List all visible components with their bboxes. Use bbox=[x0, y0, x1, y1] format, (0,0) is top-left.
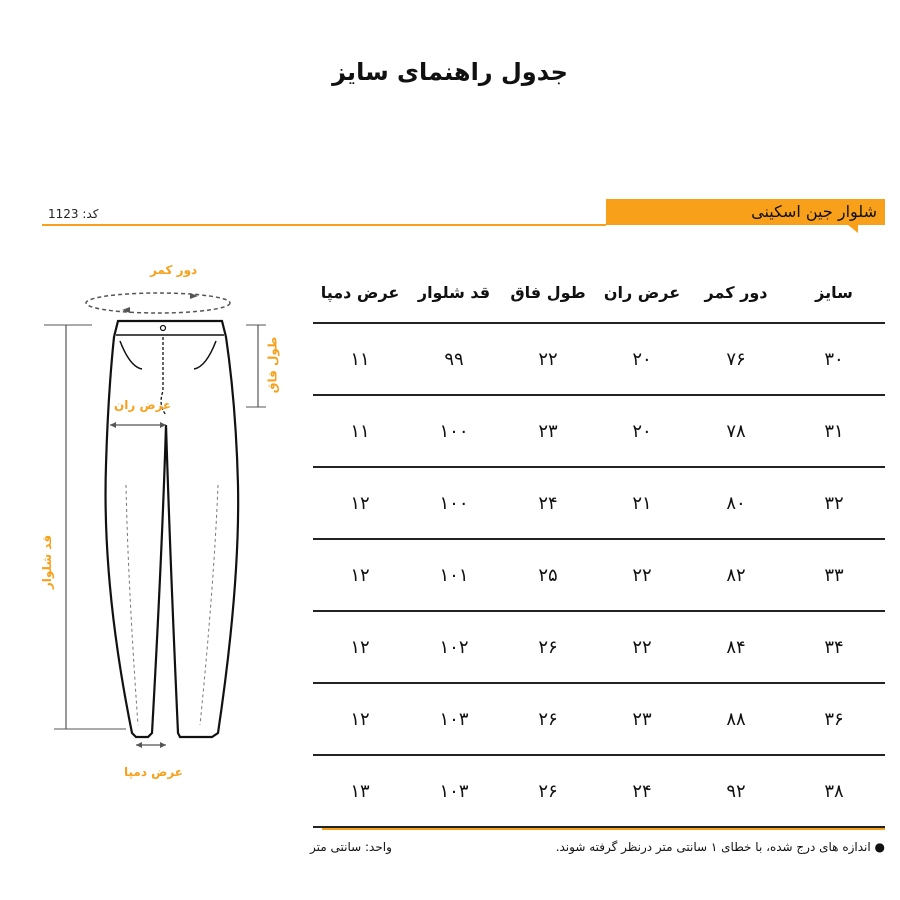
table-cell: ۲۶ bbox=[538, 708, 558, 730]
table-cell: ۳۳ bbox=[824, 564, 844, 586]
table-cell: ۲۰ bbox=[632, 348, 652, 370]
table-row bbox=[313, 468, 885, 540]
table-cell: ۷۶ bbox=[726, 348, 746, 370]
table-cell: ۸۲ bbox=[726, 564, 746, 586]
table-row bbox=[313, 396, 885, 468]
table-cell: ۹۲ bbox=[726, 780, 746, 802]
table-row bbox=[313, 324, 885, 396]
table-cell: ۲۰ bbox=[632, 420, 652, 442]
banner-tail bbox=[848, 225, 858, 233]
table-row bbox=[313, 612, 885, 684]
rise-label: طول فاق bbox=[265, 336, 280, 394]
table-cell: ۲۲ bbox=[632, 636, 652, 658]
product-name: شلوار جین اسکینی bbox=[751, 202, 877, 221]
table-cell: ۱۰۰ bbox=[439, 420, 469, 442]
table-cell: ۱۰۳ bbox=[439, 708, 469, 730]
header-rise: طول فاق bbox=[510, 282, 586, 302]
table-cell: ۲۳ bbox=[632, 708, 652, 730]
header-size: سایز bbox=[815, 282, 853, 302]
table-cell: ۹۹ bbox=[444, 348, 464, 370]
table-row bbox=[313, 756, 885, 828]
size-table bbox=[313, 262, 885, 828]
table-row bbox=[313, 684, 885, 756]
waist-label: دور کمر bbox=[150, 263, 198, 277]
footer-divider bbox=[322, 828, 885, 830]
table-cell: ۸۰ bbox=[726, 492, 746, 514]
table-cell: ۱۰۱ bbox=[439, 564, 469, 586]
waist-ellipse bbox=[86, 293, 230, 313]
header-hem: عرض دمپا bbox=[320, 282, 400, 302]
page-title: جدول راهنمای سایز bbox=[332, 58, 568, 86]
table-cell: ۱۰۰ bbox=[439, 492, 469, 514]
table-cell: ۱۰۳ bbox=[439, 780, 469, 802]
tolerance-note: ● اندازه های درج شده، با خطای ۱ سانتی متر درنظر گرفته شوند. bbox=[555, 840, 885, 854]
thigh-label: عرض ران bbox=[114, 398, 172, 412]
table-cell: ۱۳ bbox=[350, 780, 370, 802]
table-cell: ۱۱ bbox=[350, 348, 370, 370]
table-cell: ۳۰ bbox=[824, 348, 844, 370]
jeans-diagram bbox=[30, 255, 300, 795]
table-cell: ۳۲ bbox=[824, 492, 844, 514]
table-cell: ۲۶ bbox=[538, 780, 558, 802]
hem-label: عرض دمپا bbox=[124, 765, 183, 779]
table-cell: ۱۲ bbox=[350, 492, 370, 514]
table-cell: ۳۴ bbox=[824, 636, 844, 658]
jeans-outline bbox=[106, 321, 239, 737]
table-cell: ۲۶ bbox=[538, 636, 558, 658]
table-cell: ۳۱ bbox=[824, 420, 844, 442]
product-name-banner bbox=[606, 199, 885, 225]
table-cell: ۱۲ bbox=[350, 708, 370, 730]
length-label: قد شلوار bbox=[40, 534, 55, 590]
table-row bbox=[313, 540, 885, 612]
header-divider bbox=[42, 224, 606, 226]
table-cell: ۳۸ bbox=[824, 780, 844, 802]
table-cell: ۲۴ bbox=[632, 780, 652, 802]
table-cell: ۱۰۲ bbox=[439, 636, 469, 658]
table-cell: ۲۲ bbox=[538, 348, 558, 370]
table-cell: ۱۲ bbox=[350, 636, 370, 658]
unit-label: واحد: سانتی متر bbox=[310, 840, 392, 854]
table-cell: ۲۳ bbox=[538, 420, 558, 442]
table-cell: ۱۱ bbox=[350, 420, 370, 442]
header-thigh: عرض ران bbox=[603, 282, 681, 302]
header-length: قد شلوار bbox=[417, 282, 491, 302]
table-cell: ۸۴ bbox=[726, 636, 746, 658]
product-code: کد: 1123 bbox=[48, 207, 99, 221]
table-cell: ۲۱ bbox=[632, 492, 652, 514]
table-cell: ۲۴ bbox=[538, 492, 558, 514]
table-cell: ۲۵ bbox=[538, 564, 558, 586]
table-header bbox=[313, 262, 885, 324]
table-cell: ۱۲ bbox=[350, 564, 370, 586]
table-cell: ۳۶ bbox=[824, 708, 844, 730]
table-cell: ۸۸ bbox=[726, 708, 746, 730]
table-cell: ۷۸ bbox=[726, 420, 746, 442]
header-waist: دور کمر bbox=[704, 282, 768, 302]
table-cell: ۲۲ bbox=[632, 564, 652, 586]
